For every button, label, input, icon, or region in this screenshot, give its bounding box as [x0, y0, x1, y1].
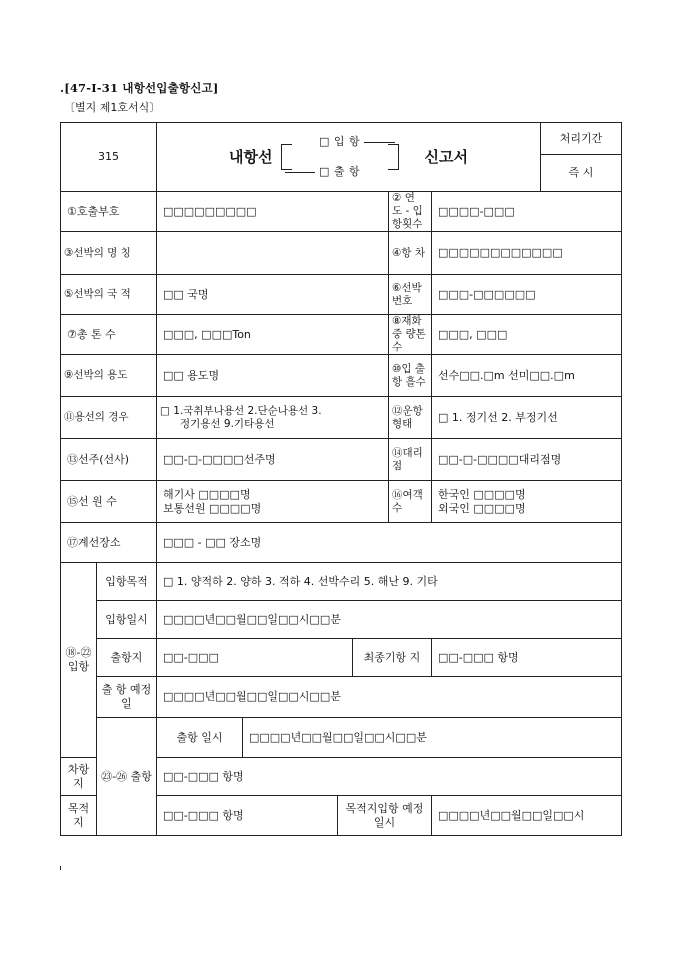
entry-checkbox[interactable]: □ 입 항 [318, 135, 361, 148]
value-entry-count[interactable]: □□□□-□□□ [432, 192, 622, 232]
form-title [157, 123, 541, 192]
passengers-korean: 한국인 □□□□명 [438, 487, 526, 501]
label-ship-name: ③선박의 명 칭 [61, 232, 157, 275]
label-nationality: ⑤선박의 국 적 [61, 275, 157, 315]
title-prefix: 내항선 [229, 148, 273, 166]
form-code: .[47-I-31 내항선입출항신고] [60, 81, 219, 95]
label-entry-time: 입항일시 [97, 601, 157, 639]
value-gross-tonnage[interactable]: □□□, □□□Ton [157, 315, 389, 355]
label-next-port: 차항지 [61, 758, 97, 796]
value-ship-number[interactable]: □□□-□□□□□□ [432, 275, 622, 315]
label-deadweight: ⑧재화중 량톤수 [389, 315, 432, 355]
label-mooring: ⑰계선장소 [61, 523, 157, 563]
value-agency[interactable]: □□-□-□□□□대리점명 [432, 439, 622, 481]
value-entry-time[interactable]: □□□□년□□월□□일□□시□□분 [157, 601, 622, 639]
value-deadweight[interactable]: □□□, □□□ [432, 315, 622, 355]
entry-group-label: ⑱-㉒ 입항 [61, 563, 97, 758]
value-voyage[interactable]: □□□□□□□□□□□□ [432, 232, 622, 275]
entry-exit-selector [281, 135, 399, 179]
value-next-port[interactable]: □□-□□□ 항명 [157, 758, 622, 796]
value-last-port[interactable]: □□-□□□ 항명 [432, 639, 622, 677]
value-entry-purpose[interactable]: □ 1. 양적하 2. 양하 3. 적하 4. 선박수리 5. 해난 9. 기타 [157, 563, 622, 601]
crew-ratings: 보통선원 □□□□명 [163, 501, 262, 515]
value-exit-time[interactable]: □□□□년□□월□□일□□시□□분 [243, 718, 622, 758]
label-planned-departure: 출 항 예정일 [97, 677, 157, 718]
label-voyage: ④항 차 [389, 232, 432, 275]
crew-officers: 해기사 □□□□명 [163, 487, 251, 501]
label-owner: ⑬선주(선사) [61, 439, 157, 481]
label-call-sign: ①호출부호 [61, 192, 157, 232]
label-draft: ⑩입 출 항 흘수 [389, 355, 432, 397]
value-call-sign[interactable]: □□□□□□□□□ [157, 192, 389, 232]
processing-period-label: 처리기간 [541, 123, 622, 155]
value-destination-eta[interactable]: □□□□년□□월□□일□□시 [432, 796, 622, 836]
value-ship-name[interactable] [157, 232, 389, 275]
label-gross-tonnage: ⑦총 톤 수 [61, 315, 157, 355]
label-ship-number: ⑥선박 번호 [389, 275, 432, 315]
form-serial: 315 [61, 123, 157, 192]
charter-options-line2: 정기용선 9.기타용선 [180, 417, 275, 430]
passengers-foreign: 외국인 □□□□명 [438, 501, 526, 515]
value-charter[interactable] [157, 397, 389, 439]
label-entry-purpose: 입항목적 [97, 563, 157, 601]
value-owner[interactable]: □□-□-□□□□선주명 [157, 439, 389, 481]
value-ship-usage[interactable]: □□ 용도명 [157, 355, 389, 397]
exit-group-label: ㉓-㉖ 출항 [97, 718, 157, 836]
label-destination: 목적지 [61, 796, 97, 836]
charter-options-line1: □ 1.국취부나용선 2.단순나용선 3. [160, 404, 322, 417]
label-crew: ⑮선 원 수 [61, 481, 157, 523]
label-passengers: ⑯여객수 [389, 481, 432, 523]
form-number: 〔별지 제1호서식〕 [64, 101, 161, 114]
label-destination-eta: 목적지입항 예정일시 [338, 796, 432, 836]
value-draft[interactable]: 선수□□.□m 선미□□.□m [432, 355, 622, 397]
label-charter: ⑪용선의 경우 [61, 397, 157, 439]
exit-checkbox[interactable]: □ 출 항 [318, 165, 361, 178]
value-crew[interactable] [157, 481, 389, 523]
value-operation-type[interactable]: □ 1. 정기선 2. 부정기선 [432, 397, 622, 439]
label-last-port: 최종기항 지 [353, 639, 432, 677]
label-agency: ⑭대리점 [389, 439, 432, 481]
value-planned-departure[interactable]: □□□□년□□월□□일□□시□□분 [157, 677, 622, 718]
label-ship-usage: ⑨선박의 용도 [61, 355, 157, 397]
title-suffix: 신고서 [424, 148, 468, 166]
label-exit-time: 출항 일시 [157, 718, 243, 758]
value-departure-port[interactable]: □□-□□□ [157, 639, 353, 677]
label-entry-count: ② 연 도 - 입항횟수 [389, 192, 432, 232]
report-form [60, 122, 622, 836]
value-nationality[interactable]: □□ 국명 [157, 275, 389, 315]
processing-period-value: 즉 시 [541, 155, 622, 192]
table-edge-left [60, 866, 61, 870]
value-destination[interactable]: □□-□□□ 항명 [157, 796, 338, 836]
label-operation-type: ⑫운항 형태 [389, 397, 432, 439]
value-mooring[interactable]: □□□ - □□ 장소명 [157, 523, 622, 563]
label-departure-port: 출항지 [97, 639, 157, 677]
value-passengers[interactable] [432, 481, 622, 523]
